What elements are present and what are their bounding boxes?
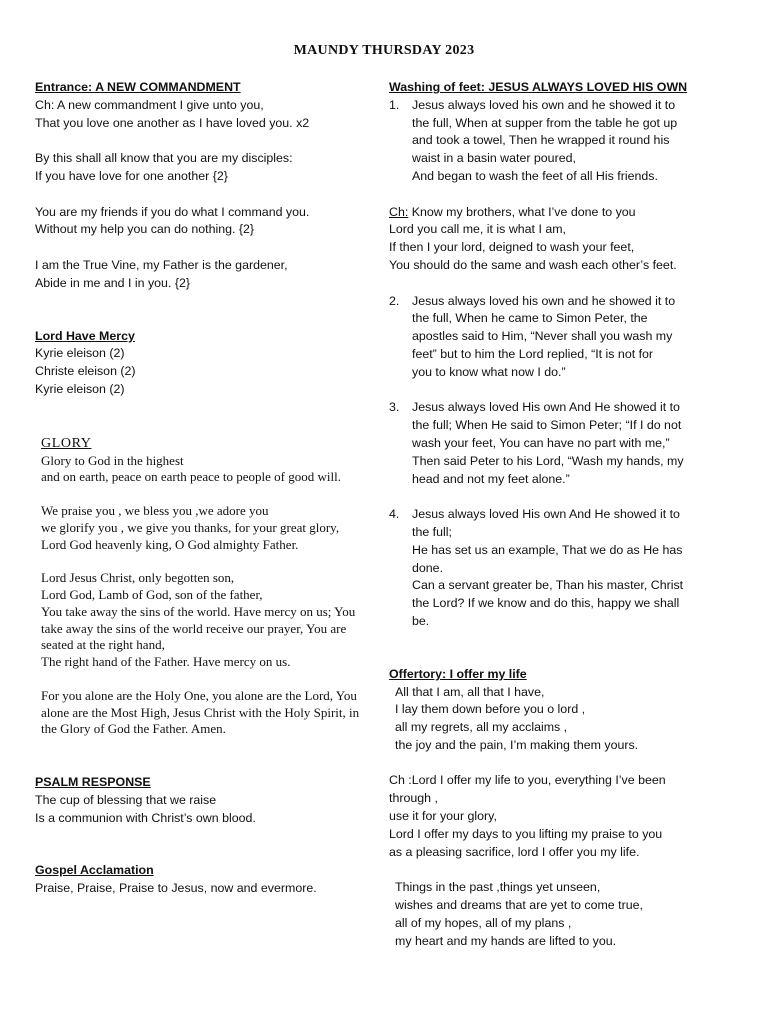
page-title: MAUNDY THURSDAY 2023 [293, 43, 475, 58]
chorus-line: Know my brothers, what I’ve done to you [408, 204, 636, 219]
entrance-line: Ch: A new commandment I give unto you, [35, 97, 264, 112]
offertory-line: all my regrets, all my acclaims , [395, 720, 568, 735]
entrance-heading: Entrance: A NEW COMMANDMENT [35, 80, 241, 94]
glory-line: Glory to God in the highest [41, 452, 184, 468]
washing-verse-4 [389, 506, 734, 631]
chorus-line: Lord you call me, it is what I am, [389, 222, 566, 237]
offertory-line: my heart and my hands are lifted to you. [395, 933, 617, 948]
washing-verse-2 [389, 293, 734, 382]
verse-line: head and not my feet alone.” [412, 471, 570, 486]
verse-line: And began to wash the feet of all His friends. [412, 168, 658, 183]
glory-line: For you alone are the Holy One, you alone are the Lord, You alone are the Most High, Jesus Christ with the Holy Spirit, in the Glory of God the Father. Amen. [41, 687, 360, 737]
gospel-line: Praise, Praise, Praise to Jesus, now and evermore. [35, 881, 317, 896]
left-column [35, 79, 365, 898]
entrance-line: By this shall all know that you are my disciples: [35, 151, 293, 166]
mercy-line: Kyrie eleison (2) [35, 381, 125, 396]
washing-chorus [389, 204, 734, 275]
mercy-line: Christe eleison (2) [35, 364, 136, 379]
entrance-line: That you love one another as I have loved you. x2 [35, 115, 310, 130]
verse-line: the full, When at supper from the table he got up [412, 115, 678, 130]
glory-section [41, 436, 367, 738]
verse-line: the full; [412, 524, 452, 539]
glory-line: We praise you , we bless you ,we adore you [41, 502, 269, 518]
glory-line: You take away the sins of the world. Have mercy on us; You take away the sins of the world receive our prayer, You are seated at the right hand, [41, 603, 356, 653]
offertory-line: the joy and the pain, I’m making them yours. [395, 737, 639, 752]
gospel-section [35, 862, 365, 898]
offertory-chorus-line: use it for your glory, [389, 809, 497, 824]
offertory-chorus-line: Ch :Lord I offer my life to you, everything I’ve been [389, 773, 666, 788]
offertory-section [389, 666, 734, 951]
verse-line: and took a towel, Then he wrapped it round his [412, 133, 670, 148]
glory-heading: GLORY [41, 435, 92, 451]
glory-line: we glorify you , we give you thanks, for your great glory, Lord God heavenly king, O God almighty Father. [41, 519, 340, 552]
entrance-line: If you have love for one another {2} [35, 168, 228, 183]
offertory-line: all of my hopes, all of my plans , [395, 915, 572, 930]
offertory-chorus-line: Lord I offer my days to you lifting my praise to you [389, 826, 663, 841]
verse-line: Can a servant greater be, Than his master, Christ [412, 578, 684, 593]
offertory-chorus-line: through , [389, 791, 438, 806]
offertory-line: Things in the past ,things yet unseen, [395, 880, 601, 895]
entrance-line: Without my help you can do nothing. {2} [35, 222, 255, 237]
offertory-heading: Offertory: I offer my life [389, 666, 527, 681]
chorus-line: If then I your lord, deigned to wash your feet, [389, 240, 635, 255]
offertory-line: wishes and dreams that are yet to come true, [395, 898, 643, 913]
glory-line: The right hand of the Father. Have mercy on us. [41, 654, 291, 670]
verse-line: Jesus always loved His own And He showed it to [412, 400, 680, 415]
verse-line: be. [412, 613, 430, 628]
entrance-section [35, 79, 365, 293]
psalm-line: The cup of blessing that we raise [35, 792, 217, 807]
verse-line: Jesus always loved his own and he showed it to [412, 293, 676, 308]
glory-line: Lord Jesus Christ, only begotten son, [41, 570, 235, 586]
mercy-heading: Lord Have Mercy [35, 328, 135, 343]
verse-number: 1. [389, 97, 400, 112]
right-column [389, 79, 734, 950]
entrance-line: I am the True Vine, my Father is the gardener, [35, 257, 288, 272]
washing-verse-3 [389, 399, 734, 488]
verse-line: the full, When he came to Simon Peter, the [412, 311, 648, 326]
offertory-line: I lay them down before you o lord , [395, 702, 586, 717]
washing-section [389, 79, 734, 631]
glory-line: Lord God, Lamb of God, son of the father, [41, 586, 263, 602]
verse-line: the full; When He said to Simon Peter; “If I do not [412, 418, 682, 433]
verse-number: 3. [389, 400, 400, 415]
verse-line: the Lord? If we know and do this, happy we shall [412, 596, 680, 611]
verse-line: waist in a basin water poured, [412, 151, 576, 166]
verse-line: done. [412, 560, 444, 575]
verse-line: feet” but to him the Lord replied, “It is not for [412, 346, 654, 361]
psalm-section [35, 774, 365, 827]
verse-number: 4. [389, 507, 400, 522]
verse-line: you to know what now I do.” [412, 364, 566, 379]
glory-line: and on earth, peace on earth peace to people of good will. [41, 469, 341, 485]
verse-line: Jesus always loved his own and he showed it to [412, 97, 676, 112]
verse-line: apostles said to Him, “Never shall you wash my [412, 329, 673, 344]
washing-verse-1 [389, 97, 734, 186]
chorus-line: You should do the same and wash each other’s feet. [389, 257, 677, 272]
washing-heading: Washing of feet: JESUS ALWAYS LOVED HIS OWN [389, 80, 688, 94]
verse-line: Jesus always loved His own And He showed it to [412, 507, 680, 522]
verse-line: Then said Peter to his Lord, “Wash my hands, my [412, 453, 684, 468]
verse-line: wash your feet, You can have no part with me,” [412, 435, 670, 450]
entrance-line: You are my friends if you do what I command you. [35, 204, 310, 219]
verse-number: 2. [389, 293, 400, 308]
entrance-line: Abide in me and I in you. {2} [35, 275, 190, 290]
mercy-section [35, 328, 365, 399]
offertory-chorus-line: as a pleasing sacrifice, lord I offer you my life. [389, 844, 640, 859]
psalm-line: Is a communion with Christ’s own blood. [35, 810, 256, 825]
offertory-line: All that I am, all that I have, [395, 684, 545, 699]
verse-line: He has set us an example, That we do as He has [412, 542, 683, 557]
chorus-label: Ch: [389, 204, 409, 219]
gospel-heading: Gospel Acclamation [35, 863, 154, 878]
psalm-heading: PSALM RESPONSE [35, 775, 151, 790]
mercy-line: Kyrie eleison (2) [35, 346, 125, 361]
